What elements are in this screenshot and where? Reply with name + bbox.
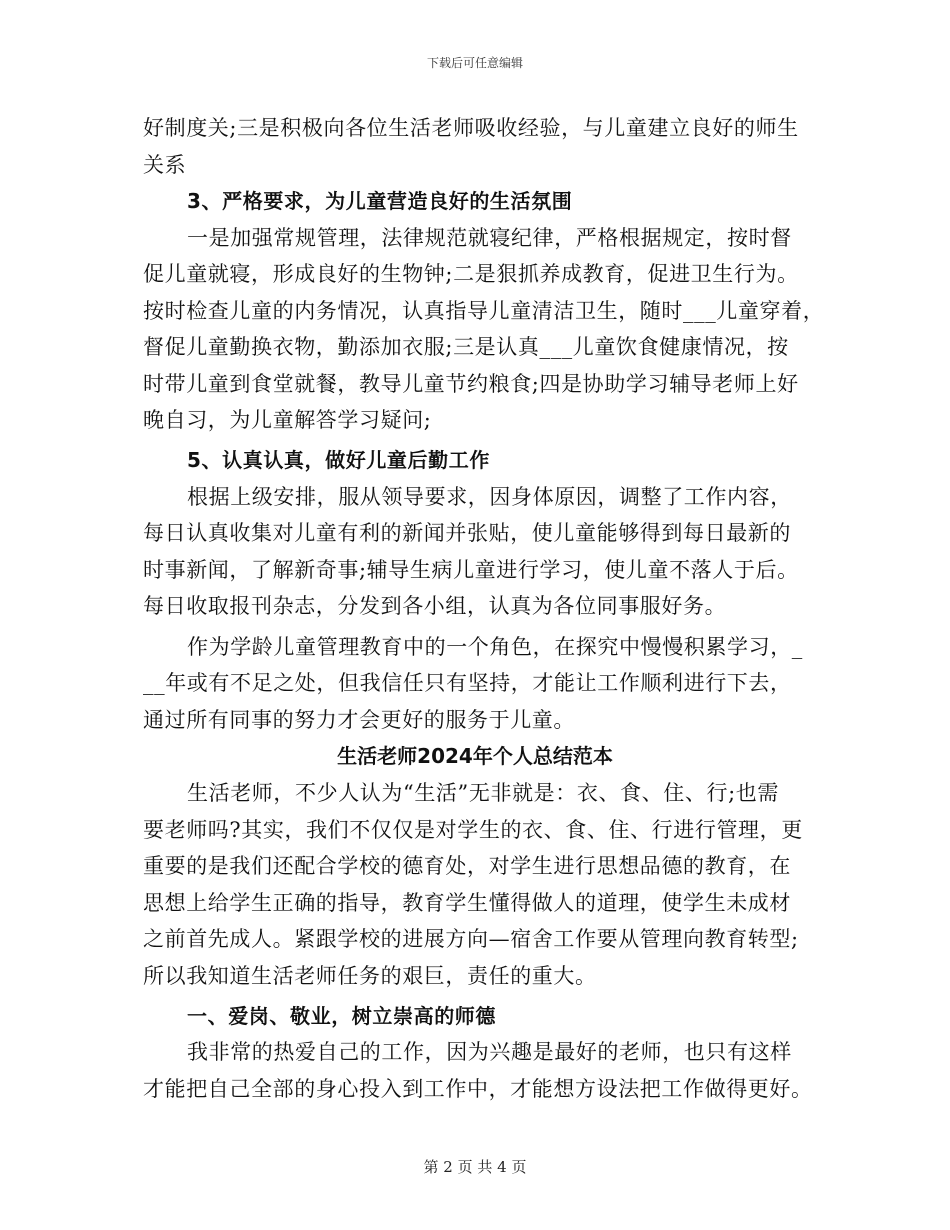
section-heading-5: 5、认真认真，做好儿童后勤工作 <box>187 448 490 472</box>
page-number: 第 2 页 共 4 页 <box>423 1158 527 1176</box>
paragraph-line: 之前首先成人。紧跟学校的进展方向—宿舍工作要从管理向教育转型; <box>143 927 799 951</box>
paragraph-line: 重要的是我们还配合学校的德育处，对学生进行思想品德的教育，在 <box>143 854 791 878</box>
paragraph-line: 所以我知道生活老师任务的艰巨，责任的重大。 <box>143 964 597 988</box>
paragraph-line: 每日认真收集对儿童有利的新闻并张贴，使儿童能够得到每日最新的 <box>143 521 791 545</box>
paragraph-line: 生活老师，不少人认为“生活”无非就是：衣、食、住、行;也需 <box>187 781 779 805</box>
paragraph-line: 时事新闻，了解新奇事;辅导生病儿童进行学习，使儿童不落人于后。 <box>143 558 799 582</box>
paragraph-line: 促儿童就寝，形成良好的生物钟;二是狠抓养成教育，促进卫生行为。 <box>143 262 799 286</box>
paragraph-line: 根据上级安排，服从领导要求，因身体原因，调整了工作内容， <box>187 485 792 509</box>
paragraph-line: 作为学龄儿童管理教育中的一个角色，在探究中慢慢积累学习，_ <box>187 635 803 659</box>
paragraph-line: 按时检查儿童的内务情况，认真指导儿童清洁卫生，随时___儿童穿着， <box>143 299 825 323</box>
paragraph-line: 好制度关;三是积极向各位生活老师吸收经验，与儿童建立良好的师生 <box>143 116 799 140</box>
paragraph-line: 一是加强常规管理，法律规范就寝纪律，严格根据规定，按时督 <box>187 226 792 250</box>
document-title: 生活老师2024年个人总结范本 <box>337 744 613 768</box>
paragraph-line: 时带儿童到食堂就餐，教导儿童节约粮食;四是协助学习辅导老师上好 <box>143 372 799 396</box>
paragraph-line: 关系 <box>143 153 187 177</box>
paragraph-line: 要老师吗?其实，我们不仅仅是对学生的衣、食、住、行进行管理，更 <box>143 818 803 842</box>
paragraph-line: 我非常的热爱自己的工作，因为兴趣是最好的老师，也只有这样 <box>187 1040 792 1064</box>
paragraph-line: 思想上给学生正确的指导，教育学生懂得做人的道理，使学生未成材 <box>143 891 791 915</box>
paragraph-line: 通过所有同事的努力才会更好的服务于儿童。 <box>143 708 575 732</box>
paragraph-line: 督促儿童勤换衣物，勤添加衣服;三是认真___儿童饮食健康情况，按 <box>143 335 789 359</box>
paragraph-line: 每日收取报刊杂志，分发到各小组，认真为各位同事服好务。 <box>143 594 727 618</box>
paragraph-line: 才能把自己全部的身心投入到工作中，才能想方设法把工作做得更好。 <box>143 1077 813 1101</box>
section-heading-3: 3、严格要求，为儿童营造良好的生活氛围 <box>187 189 573 213</box>
paragraph-line: 晚自习，为儿童解答学习疑问; <box>143 408 432 432</box>
section-heading-1: 一、爱岗、敬业，树立崇高的师德 <box>187 1004 496 1028</box>
page-header: 下载后可任意编辑 <box>426 56 523 70</box>
paragraph-line: __年或有不足之处，但我信任只有坚持，才能让工作顺利进行下去， <box>143 671 792 695</box>
